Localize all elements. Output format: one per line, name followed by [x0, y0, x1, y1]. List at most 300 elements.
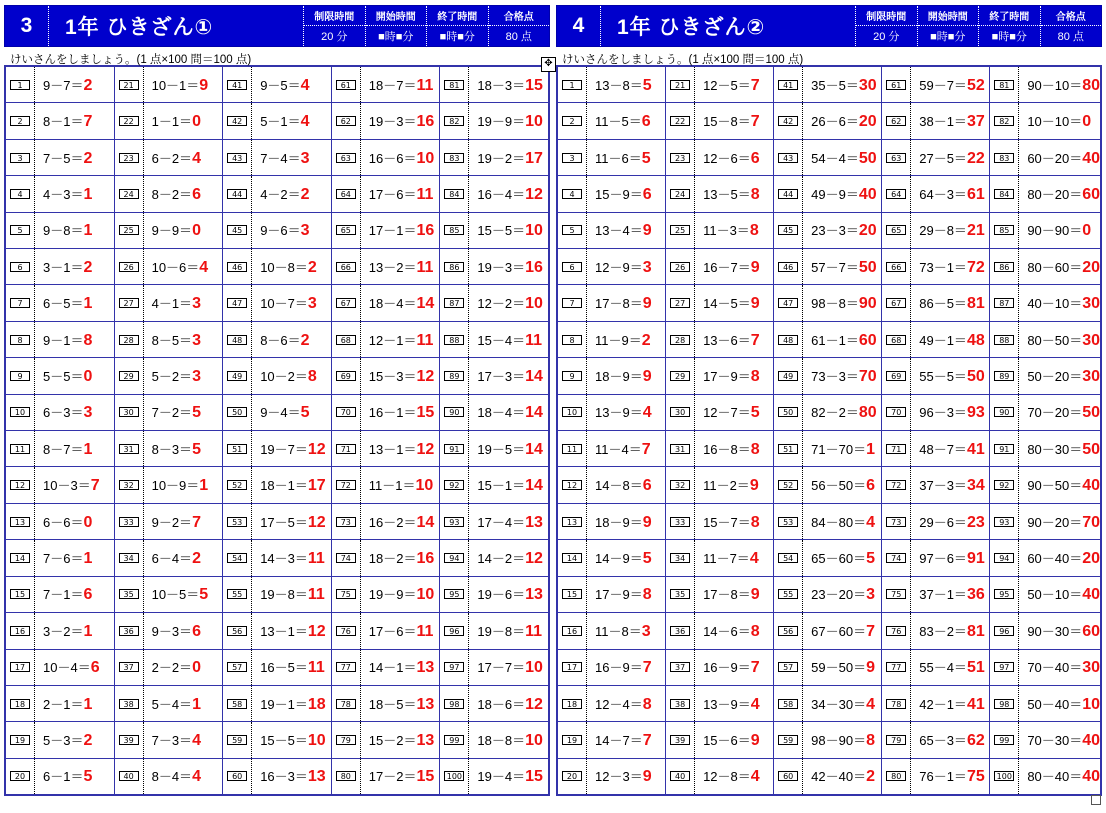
problem-number: 8 — [10, 335, 30, 345]
problem-expression — [911, 548, 985, 568]
problem-expression — [35, 584, 92, 604]
expression-text: 82－2＝ — [811, 405, 859, 421]
answer-value: 23 — [966, 513, 985, 531]
problem-expression — [469, 512, 543, 532]
problem-number: 80 — [886, 771, 906, 781]
answer-value: 6 — [642, 185, 652, 203]
problem-number: 57 — [227, 662, 247, 672]
problem-expression — [144, 220, 201, 240]
answer-value: 4 — [300, 113, 310, 131]
problem-cell — [774, 358, 881, 394]
problem-number: 90 — [994, 407, 1014, 417]
problem-cell — [115, 613, 223, 649]
problem-number: 24 — [670, 189, 690, 199]
answer-value: 61 — [966, 185, 985, 203]
problem-cell — [115, 358, 223, 394]
expression-text: 40－10＝ — [1027, 296, 1083, 312]
expression-text: 10－9＝ — [151, 478, 200, 494]
problem-cell — [440, 140, 548, 176]
problem-expression — [803, 111, 877, 131]
problem-cell — [990, 686, 1100, 722]
meta-value: ■時■分 — [378, 31, 414, 43]
answer-value: 50 — [1082, 440, 1101, 458]
problem-cell — [6, 67, 114, 103]
answer-value: 5 — [199, 586, 209, 604]
expression-text: 12－5＝ — [703, 77, 751, 93]
problem-expression — [911, 766, 985, 786]
expression-text: 57－7＝ — [811, 259, 859, 275]
problem-cell — [558, 395, 665, 431]
answer-value: 7 — [750, 76, 760, 94]
expression-text: 19－7＝ — [260, 441, 308, 457]
answer-value: 90 — [858, 295, 877, 313]
problem-cell — [332, 722, 440, 758]
problem-cell — [774, 540, 881, 576]
problem-number: 1 — [562, 80, 582, 90]
problem-cell — [115, 686, 223, 722]
answer-value: 14 — [416, 295, 435, 313]
answer-value: 6 — [750, 149, 760, 167]
expression-text: 90－30＝ — [1027, 623, 1083, 639]
answer-value: 2 — [300, 185, 310, 203]
answer-value: 40 — [858, 185, 877, 203]
answer-value: 9 — [642, 768, 652, 786]
problem-number: 47 — [227, 298, 247, 308]
meta-caption: 合格点 — [1041, 6, 1102, 26]
problem-number: 67 — [336, 298, 356, 308]
answer-value: 8 — [750, 367, 760, 385]
problem-cell — [990, 577, 1100, 613]
problem-number: 34 — [670, 553, 690, 563]
problem-cell — [440, 504, 548, 540]
problem-number: 7 — [562, 298, 582, 308]
expression-text: 49－9＝ — [811, 186, 859, 202]
problem-cell — [6, 577, 114, 613]
sheet-number: 3 — [5, 6, 49, 46]
expression-text: 1－1＝ — [151, 114, 193, 130]
problem-number: 58 — [778, 699, 798, 709]
problem-expression — [695, 111, 760, 131]
problem-cell — [774, 722, 881, 758]
expression-text: 80－40＝ — [1027, 769, 1083, 785]
answer-value: 7 — [192, 513, 201, 531]
expression-text: 10－3＝ — [43, 478, 91, 494]
problem-expression — [252, 75, 309, 95]
answer-value: 7 — [750, 331, 760, 349]
problem-number: 66 — [886, 262, 906, 272]
expression-text: 64－3＝ — [919, 186, 967, 202]
problem-expression — [35, 657, 100, 677]
problem-number: 62 — [336, 116, 356, 126]
problem-number: 40 — [119, 771, 139, 781]
problem-number: 20 — [10, 771, 30, 781]
problem-cell — [774, 140, 881, 176]
problem-number: 84 — [444, 189, 464, 199]
problem-cell — [882, 613, 989, 649]
problem-cell — [666, 686, 773, 722]
move-handle-icon[interactable]: ✥ — [541, 57, 556, 72]
expression-text: 80－20＝ — [1027, 186, 1083, 202]
answer-value: 3 — [641, 622, 651, 640]
expression-text: 8－4＝ — [151, 769, 193, 785]
problem-number: 22 — [670, 116, 690, 126]
problem-expression — [911, 220, 985, 240]
problem-number: 92 — [444, 480, 464, 490]
problem-number: 32 — [119, 480, 139, 490]
expression-text: 38－1＝ — [919, 114, 967, 130]
problem-cell — [223, 103, 331, 139]
expression-text: 18－4＝ — [368, 296, 417, 312]
problem-expression — [695, 257, 760, 277]
expression-text: 7－6＝ — [43, 550, 84, 566]
sheet-instruction: けいさんをしましょう。(1 点×100 問＝100 点) — [10, 54, 252, 66]
problem-expression — [252, 111, 309, 131]
expression-text: 16－8＝ — [703, 441, 751, 457]
problem-cell — [223, 504, 331, 540]
expression-text: 8－6＝ — [260, 332, 301, 348]
expression-text: 10－1＝ — [151, 77, 200, 93]
meta-start-time — [365, 6, 427, 46]
expression-text: 65－60＝ — [811, 550, 867, 566]
problem-number: 23 — [119, 153, 139, 163]
answer-value: 13 — [307, 768, 326, 786]
problem-cell — [440, 67, 548, 103]
expression-text: 14－8＝ — [595, 478, 643, 494]
problem-number: 90 — [444, 407, 464, 417]
answer-value: 9 — [750, 586, 760, 604]
expression-text: 97－6＝ — [919, 550, 967, 566]
problem-expression — [469, 366, 543, 386]
expression-text: 90－50＝ — [1027, 478, 1083, 494]
expression-text: 19－6＝ — [477, 587, 526, 603]
problem-cell — [882, 431, 989, 467]
expression-text: 56－50＝ — [811, 478, 867, 494]
problem-cell — [666, 613, 773, 649]
answer-value: 4 — [192, 149, 201, 167]
problem-number: 5 — [10, 225, 30, 235]
problem-expression — [911, 111, 985, 131]
problem-expression — [803, 694, 875, 714]
problem-number: 3 — [10, 153, 30, 163]
problem-expression — [911, 657, 985, 677]
expression-text: 18－2＝ — [368, 550, 417, 566]
problem-cell — [558, 650, 665, 686]
problem-cell — [332, 686, 440, 722]
problem-expression — [587, 730, 652, 750]
problem-number: 70 — [336, 407, 356, 417]
problem-cell — [440, 103, 548, 139]
expression-text: 18－9＝ — [595, 368, 643, 384]
problem-number: 69 — [886, 371, 906, 381]
answer-value: 6 — [90, 659, 100, 677]
problem-number: 88 — [994, 335, 1014, 345]
expression-text: 18－1＝ — [260, 478, 308, 494]
problem-cell — [990, 322, 1100, 358]
problem-number: 37 — [119, 662, 139, 672]
problem-cell — [115, 577, 223, 613]
problem-cell — [332, 759, 440, 794]
expression-text: 17－8＝ — [595, 296, 643, 312]
answer-value: 30 — [1082, 367, 1101, 385]
expression-text: 7－1＝ — [43, 587, 84, 603]
expression-text: 6－6＝ — [43, 514, 84, 530]
expression-text: 17－7＝ — [477, 660, 526, 676]
answer-value: 60 — [858, 331, 877, 349]
expression-text: 26－6＝ — [811, 114, 859, 130]
problem-expression — [144, 584, 209, 604]
problem-cell — [440, 540, 548, 576]
problem-expression — [361, 220, 435, 240]
problem-expression — [1019, 293, 1100, 313]
problem-cell — [440, 249, 548, 285]
problem-expression — [695, 330, 760, 350]
answer-value: 8 — [642, 695, 652, 713]
problem-expression — [587, 184, 652, 204]
problem-number: 69 — [336, 371, 356, 381]
problem-number: 6 — [562, 262, 582, 272]
problem-number: 74 — [886, 553, 906, 563]
problem-expression — [35, 730, 92, 750]
answer-value: 7 — [642, 732, 652, 750]
expression-text: 14－2＝ — [477, 550, 526, 566]
answer-value: 51 — [966, 659, 985, 677]
answer-value: 1 — [83, 695, 93, 713]
problem-number: 89 — [444, 371, 464, 381]
problem-expression — [803, 220, 877, 240]
problem-expression — [361, 402, 435, 422]
problem-number: 31 — [670, 444, 690, 454]
answer-value: 16 — [416, 549, 435, 567]
problem-number: 13 — [10, 517, 30, 527]
problem-expression — [803, 402, 877, 422]
expression-text: 7－4＝ — [260, 150, 301, 166]
answer-value: 0 — [83, 367, 93, 385]
problem-expression — [695, 730, 760, 750]
problem-cell — [882, 759, 989, 794]
problem-number: 74 — [336, 553, 356, 563]
worksheet-sheet-4 — [556, 5, 1102, 808]
problem-cell — [440, 213, 548, 249]
problem-number: 73 — [886, 517, 906, 527]
expression-text: 14－9＝ — [595, 550, 643, 566]
expression-text: 17－6＝ — [368, 186, 417, 202]
expression-text: 16－3＝ — [260, 769, 308, 785]
expression-text: 12－4＝ — [595, 696, 643, 712]
problem-expression — [35, 75, 92, 95]
answer-value: 5 — [641, 149, 651, 167]
problem-expression — [361, 548, 435, 568]
problem-expression — [144, 621, 201, 641]
problem-number: 58 — [227, 699, 247, 709]
problem-expression — [695, 148, 760, 168]
problem-expression — [469, 730, 543, 750]
problem-expression — [252, 148, 309, 168]
problem-number: 73 — [336, 517, 356, 527]
problem-cell — [6, 249, 114, 285]
problem-expression — [252, 366, 317, 386]
problem-cell — [666, 504, 773, 540]
answer-value: 11 — [416, 331, 434, 349]
expression-text: 65－3＝ — [919, 733, 967, 749]
answer-value: 0 — [192, 222, 201, 240]
problem-expression — [252, 657, 325, 677]
problem-cell — [332, 613, 440, 649]
problem-number: 84 — [994, 189, 1014, 199]
expression-text: 9－1＝ — [43, 332, 84, 348]
problem-expression — [1019, 148, 1100, 168]
problem-number: 75 — [886, 589, 906, 599]
answer-value: 9 — [749, 477, 759, 495]
sheet-header — [556, 5, 1102, 47]
problem-cell — [558, 467, 665, 503]
answer-value: 4 — [300, 76, 310, 94]
answer-value: 16 — [525, 258, 543, 276]
expression-text: 7－2＝ — [151, 405, 193, 421]
problem-expression — [911, 730, 985, 750]
problem-cell — [882, 504, 989, 540]
expression-text: 17－5＝ — [260, 514, 308, 530]
answer-value: 5 — [83, 768, 93, 786]
expression-text: 86－5＝ — [919, 296, 967, 312]
problem-number: 43 — [227, 153, 247, 163]
problem-number: 33 — [119, 517, 139, 527]
problem-cell — [115, 322, 223, 358]
problem-expression — [469, 657, 543, 677]
problem-cell — [666, 759, 773, 794]
resize-handle[interactable] — [1091, 795, 1101, 805]
problem-number: 60 — [778, 771, 798, 781]
problem-number: 59 — [227, 735, 247, 745]
answer-value: 70 — [1082, 513, 1101, 531]
problem-number: 77 — [336, 662, 356, 672]
answer-value: 4 — [866, 513, 875, 531]
problem-column — [222, 67, 331, 794]
expression-text: 15－3＝ — [368, 368, 417, 384]
problem-expression — [252, 330, 309, 350]
answer-value: 12 — [525, 185, 543, 203]
problem-expression — [469, 621, 542, 641]
problem-expression — [252, 548, 325, 568]
problem-number: 86 — [444, 262, 464, 272]
problem-expression — [361, 694, 435, 714]
problem-cell — [558, 103, 665, 139]
problem-expression — [35, 402, 92, 422]
problem-expression — [695, 402, 760, 422]
problem-number: 85 — [994, 225, 1014, 235]
problem-cell — [990, 213, 1100, 249]
problem-cell — [882, 540, 989, 576]
problem-number: 100 — [444, 771, 464, 781]
problem-number: 2 — [562, 116, 582, 126]
expression-text: 11－8＝ — [595, 623, 642, 639]
problem-cell — [332, 504, 440, 540]
problem-number: 99 — [444, 735, 464, 745]
problem-number: 18 — [10, 699, 30, 709]
problem-number: 40 — [670, 771, 690, 781]
expression-text: 34－30＝ — [811, 696, 867, 712]
answer-value: 50 — [1082, 404, 1101, 422]
problem-expression — [469, 148, 543, 168]
answer-value: 4 — [750, 768, 760, 786]
answer-value: 9 — [750, 732, 760, 750]
problem-number: 91 — [994, 444, 1014, 454]
expression-text: 12－6＝ — [703, 150, 751, 166]
problem-cell — [332, 249, 440, 285]
problem-expression — [35, 330, 92, 350]
problem-cell — [990, 285, 1100, 321]
answer-value: 50 — [858, 149, 877, 167]
problem-expression — [587, 694, 652, 714]
problem-expression — [144, 730, 201, 750]
answer-value: 9 — [642, 367, 652, 385]
expression-text: 12－8＝ — [703, 769, 751, 785]
problem-cell — [990, 249, 1100, 285]
expression-text: 6－3＝ — [43, 405, 84, 421]
meta-end-time — [426, 6, 488, 46]
expression-text: 50－10＝ — [1027, 587, 1083, 603]
problem-expression — [911, 75, 985, 95]
answer-value: 12 — [416, 367, 435, 385]
answer-value: 0 — [192, 113, 201, 131]
problem-cell — [558, 431, 665, 467]
problem-expression — [361, 148, 435, 168]
problem-expression — [803, 766, 875, 786]
problem-cell — [558, 540, 665, 576]
problem-cell — [882, 140, 989, 176]
problem-number: 16 — [562, 626, 582, 636]
problem-expression — [695, 184, 760, 204]
problem-cell — [223, 686, 331, 722]
answer-value: 8 — [866, 732, 875, 750]
answer-value: 3 — [300, 149, 310, 167]
problem-number: 27 — [119, 298, 139, 308]
problem-cell — [332, 140, 440, 176]
problem-number: 23 — [670, 153, 690, 163]
problem-cell — [6, 395, 114, 431]
problem-cell — [882, 395, 989, 431]
problem-expression — [469, 694, 543, 714]
problem-cell — [882, 213, 989, 249]
expression-text: 2－1＝ — [43, 696, 84, 712]
problem-number: 77 — [886, 662, 906, 672]
expression-text: 12－1＝ — [368, 332, 417, 348]
answer-value: 8 — [83, 331, 93, 349]
problem-expression — [587, 148, 651, 168]
problem-expression — [1019, 657, 1100, 677]
answer-value: 9 — [750, 295, 760, 313]
problem-column — [989, 67, 1100, 794]
problem-cell — [223, 322, 331, 358]
problem-cell — [115, 176, 223, 212]
problem-cell — [990, 103, 1100, 139]
answer-value: 1 — [192, 695, 201, 713]
problem-cell — [558, 759, 665, 794]
problem-number: 25 — [119, 225, 139, 235]
problem-expression — [803, 75, 877, 95]
problem-expression — [469, 293, 543, 313]
problem-column — [773, 67, 881, 794]
problem-number: 38 — [670, 699, 690, 709]
expression-text: 17－9＝ — [595, 587, 643, 603]
problem-cell — [774, 686, 881, 722]
answer-value: 1 — [83, 185, 93, 203]
expression-text: 17－8＝ — [703, 587, 751, 603]
expression-text: 29－8＝ — [919, 223, 967, 239]
expression-text: 11－7＝ — [703, 550, 750, 566]
expression-text: 17－1＝ — [368, 223, 417, 239]
problem-expression — [1019, 548, 1100, 568]
problem-cell — [6, 650, 114, 686]
